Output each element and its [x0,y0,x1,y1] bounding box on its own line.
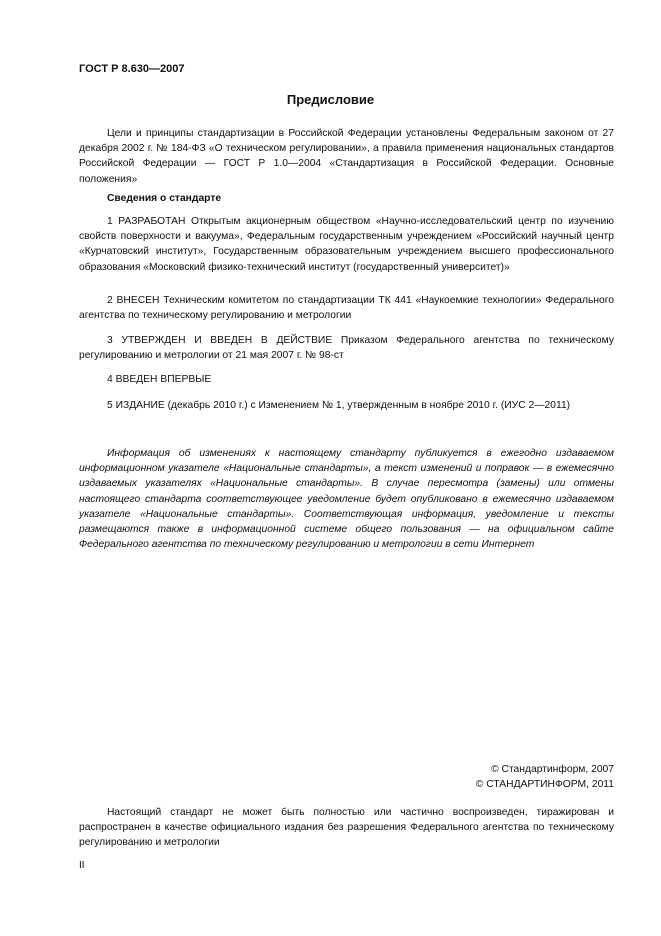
rights-notice [79,805,614,851]
copyright-2007: © Стандартинформ, 2007 [491,764,614,775]
item-1-text: 1 РАЗРАБОТАН Открытым акционерным обществом «Научно-исследовательский центр по изучению свойств поверхности и вакуума», Федеральным государственным учреждением «Российский научный центр «Курчатовский институт», Государственным образовательным учреждением высшего профессионального образования «Московский физико-технический институт (государственный университет)» [79,216,614,273]
item-5-text: 5 ИЗДАНИЕ (декабрь 2010 г.) с Изменением № 1, утвержденным в ноябре 2010 г. (ИУС 2—2011) [107,400,571,411]
page-number: II [79,860,85,871]
item-5 [79,398,614,413]
item-4-text: 4 ВВЕДЕН ВПЕРВЫЕ [107,374,212,385]
document-code-header: ГОСТ Р 8.630—2007 [79,63,185,75]
change-notice [79,446,614,552]
item-1 [79,214,614,275]
item-2 [79,293,614,323]
item-3 [79,333,614,363]
copyright-2011: © СТАНДАРТИНФОРМ, 2011 [475,779,614,790]
page-title: Предисловие [286,92,375,107]
intro-paragraph [79,126,614,187]
change-notice-text: Информация об изменениях к настоящему стандарту публикуется в ежегодно издаваемом информационном указателе «Национальные стандарты», а текст изменений и поправок — в ежемесячно издаваемых указателях «Национальные стандарты». В случае пересмотра (замены) или отмены настоящего стандарта соответствующее уведомление будет опубликовано в ежемесячно издаваемом указателе «Национальные стандарты». Соответствующая информация, уведомление и тексты размещаются также в информационной системе общего пользования — на официальном сайте Федерального агентства по техническому регулированию и метрологии в сети Интернет [79,448,614,551]
intro-text: Цели и принципы стандартизации в Российской Федерации установлены Федеральным законом от 27 декабря 2002 г. № 184-ФЗ «О техническом регулировании», а правила применения национальных стандартов Российской Федерации — ГОСТ Р 1.0—2004 «Стандартизация в Российской Федерации. Основные положения» [79,128,614,185]
rights-notice-text: Настоящий стандарт не может быть полностью или частично воспроизведен, тиражирован и распространен в качестве официального издания без разрешения Федерального агентства по техническому регулированию и метрологии [79,807,614,849]
section-heading: Сведения о стандарте [107,193,222,204]
item-3-text: 3 УТВЕРЖДЕН И ВВЕДЕН В ДЕЙСТВИЕ Приказом Федерального агентства по техническому регулированию и метрологии от 21 мая 2007 г. № 98-ст [79,335,614,362]
item-2-text: 2 ВНЕСЕН Техническим комитетом по стандартизации ТК 441 «Наукоемкие технологии» Федерального агентства по техническому регулированию и метрологии [79,295,614,322]
item-4 [79,372,614,387]
